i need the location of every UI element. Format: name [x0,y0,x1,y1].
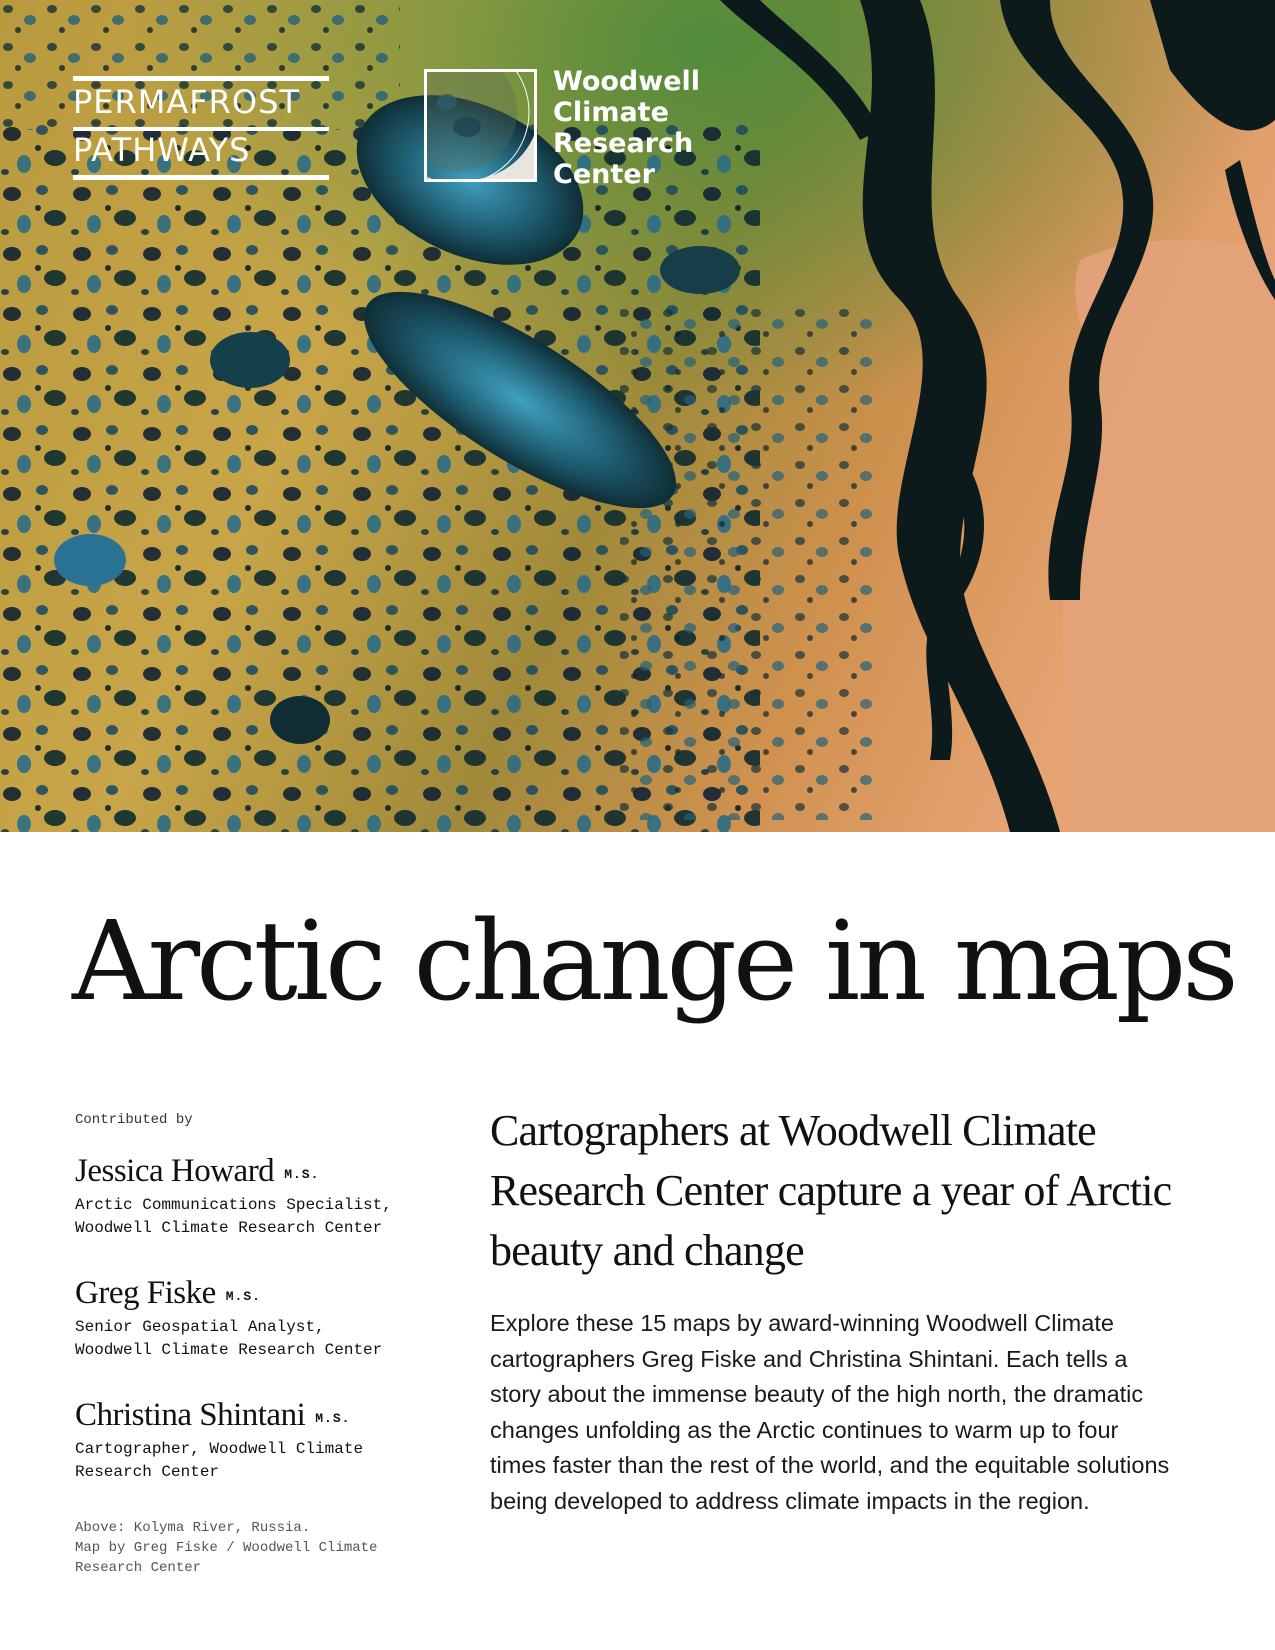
contributor-role-line1: Senior Geospatial Analyst, [75,1318,325,1336]
permafrost-pathways-logo[interactable] [73,76,329,180]
logo-rule-top [73,76,329,81]
contributor-role-line2: Woodwell Climate Research Center [75,1219,383,1237]
contributor-degree: M.S. [225,1289,261,1304]
caption-line1: Above: Kolyma River, Russia. [75,1520,311,1536]
caption-line3: Research Center [75,1560,202,1576]
page-title: Arctic change in maps [72,897,1235,1025]
article-body: Explore these 15 maps by award-winning Woodwell Climate cartographers Greg Fiske and Christina Shintani. Each tells a story about the immense beauty of the high north, the dramatic changes unfolding as the Arctic continues to warm up to four times faster than the rest of the world, and the equitable solutions being developed to address climate impacts in the region. [490,1310,1170,1514]
logo-text-line2: PATHWAYS [73,127,329,169]
woodwell-logo-line4: Center [553,159,655,190]
contributor [75,1274,415,1362]
article-subtitle: Cartographers at Woodwell Climate Research Center capture a year of Arctic beauty and change [490,1106,1172,1275]
woodwell-logo-line2: Climate [553,97,669,128]
image-caption [75,1518,415,1578]
woodwell-logo-line3: Research [553,128,694,159]
contributor-degree: M.S. [315,1411,351,1426]
woodwell-logo-line1: Woodwell [553,66,701,97]
woodwell-globe-icon [427,72,534,179]
contributor-role-line1: Cartographer, Woodwell Climate [75,1440,364,1458]
contributor-name-row [75,1274,415,1316]
logo-text-line1: PERMAFROST [73,83,300,121]
contributor-role-line2: Research Center [75,1463,220,1481]
contributor-name: Greg Fiske [75,1275,216,1311]
contributor-name: Christina Shintani [75,1397,306,1433]
contributor-degree: M.S. [284,1167,320,1182]
caption-line2: Map by Greg Fiske / Woodwell Climate [75,1540,378,1556]
contributors-panel [75,1112,415,1578]
woodwell-logo-text[interactable] [553,66,700,190]
contributor-role-line1: Arctic Communications Specialist, [75,1196,392,1214]
logo-rule-bottom [73,175,329,180]
contributor [75,1396,415,1484]
contributed-by-label: Contributed by [75,1112,193,1128]
contributor [75,1152,415,1240]
contributor-name-row [75,1152,415,1194]
contributor-role-line2: Woodwell Climate Research Center [75,1341,383,1359]
contributor-name-row [75,1396,415,1438]
contributor-name: Jessica Howard [75,1153,275,1189]
woodwell-logo-mark[interactable] [424,69,537,182]
